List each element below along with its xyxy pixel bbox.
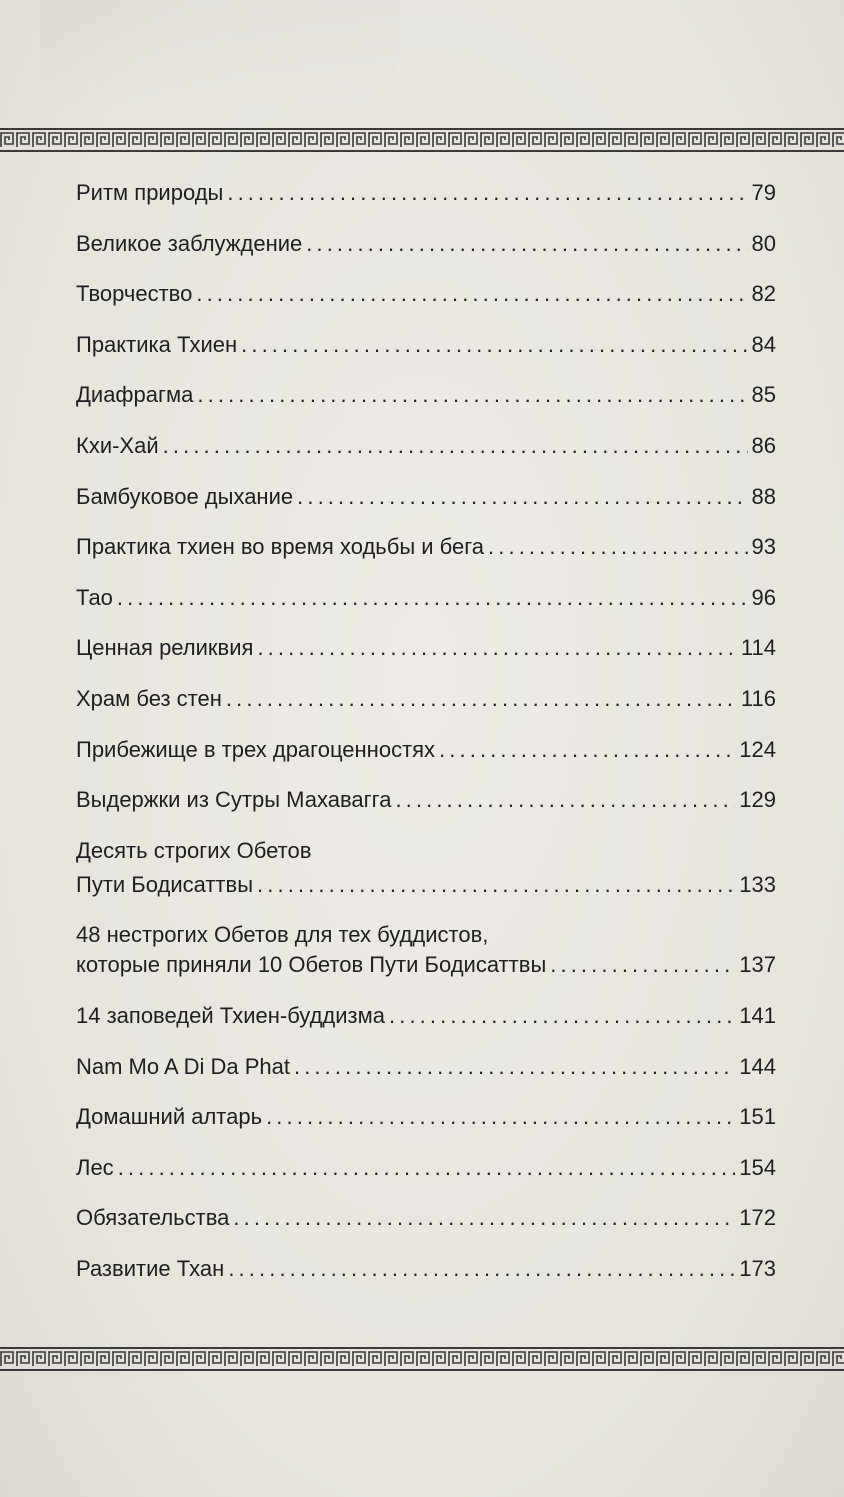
toc-title-line-2: Пути Бодисаттвы bbox=[76, 871, 254, 897]
meander-unit bbox=[497, 133, 509, 147]
dot-leader bbox=[233, 1205, 735, 1231]
toc-title: Диафрагма bbox=[76, 382, 194, 408]
meander-unit bbox=[513, 133, 525, 147]
toc-title: Развитие Тхан bbox=[76, 1255, 225, 1281]
meander-unit bbox=[33, 133, 45, 147]
toc-page-number: 84 bbox=[751, 331, 776, 357]
toc-page-number: 82 bbox=[751, 281, 776, 307]
meander-unit bbox=[145, 133, 157, 147]
toc-title: Творчество bbox=[76, 281, 193, 307]
dot-leader bbox=[439, 737, 735, 763]
meander-unit bbox=[369, 133, 381, 147]
toc-page-number: 124 bbox=[739, 736, 776, 762]
meander-unit bbox=[657, 133, 669, 147]
toc-page-number: 137 bbox=[739, 952, 776, 978]
meander-unit bbox=[529, 133, 541, 147]
toc-entry[interactable] bbox=[76, 635, 776, 661]
meander-unit bbox=[433, 1352, 445, 1366]
meander-unit bbox=[689, 1352, 701, 1366]
dot-leader bbox=[395, 787, 735, 813]
toc-entry[interactable] bbox=[76, 433, 776, 459]
toc-title-line-2: которые приняли 10 Обетов Пути Бодисаттвы bbox=[76, 952, 547, 978]
meander-unit bbox=[49, 1352, 61, 1366]
meander-unit bbox=[817, 1352, 829, 1366]
toc-page-number: 85 bbox=[751, 382, 776, 408]
table-of-contents bbox=[76, 180, 776, 1306]
toc-title: Храм без стен bbox=[76, 685, 222, 711]
meander-unit bbox=[833, 1352, 844, 1366]
meander-unit bbox=[1, 1352, 13, 1366]
meander-unit bbox=[289, 1352, 301, 1366]
meander-unit bbox=[753, 1352, 765, 1366]
toc-entry[interactable] bbox=[76, 686, 776, 712]
meander-unit bbox=[545, 133, 557, 147]
toc-title: Тао bbox=[76, 584, 113, 610]
meander-unit bbox=[545, 1352, 557, 1366]
toc-page-number: 116 bbox=[740, 685, 776, 711]
meander-unit bbox=[561, 1352, 573, 1366]
meander-unit bbox=[513, 1352, 525, 1366]
meander-unit bbox=[97, 1352, 109, 1366]
meander-unit bbox=[481, 133, 493, 147]
meander-unit bbox=[273, 1352, 285, 1366]
meander-unit bbox=[785, 1352, 797, 1366]
meander-unit bbox=[337, 133, 349, 147]
meander-unit bbox=[161, 1352, 173, 1366]
toc-entry[interactable] bbox=[76, 1256, 776, 1282]
meander-unit bbox=[321, 133, 333, 147]
meander-unit bbox=[753, 133, 765, 147]
dot-leader bbox=[389, 1003, 735, 1029]
dot-leader bbox=[118, 1155, 736, 1181]
toc-page-number: 133 bbox=[739, 871, 776, 897]
meander-unit bbox=[449, 133, 461, 147]
toc-title: Кхи-Хай bbox=[76, 432, 159, 458]
toc-title: Бамбуковое дыхание bbox=[76, 483, 294, 509]
meander-unit bbox=[353, 1352, 365, 1366]
meander-unit bbox=[353, 133, 365, 147]
toc-entry[interactable] bbox=[76, 1205, 776, 1231]
meander-unit bbox=[817, 133, 829, 147]
meander-unit bbox=[81, 1352, 93, 1366]
toc-entry[interactable] bbox=[76, 1155, 776, 1181]
meander-unit bbox=[225, 1352, 237, 1366]
meander-unit bbox=[625, 1352, 637, 1366]
meander-unit bbox=[721, 133, 733, 147]
meander-unit bbox=[673, 133, 685, 147]
dot-leader bbox=[294, 1054, 735, 1080]
toc-entry[interactable] bbox=[76, 382, 776, 408]
toc-page-number: 173 bbox=[739, 1255, 776, 1281]
meander-unit bbox=[65, 133, 77, 147]
meander-unit bbox=[641, 1352, 653, 1366]
toc-entry[interactable] bbox=[76, 1104, 776, 1130]
meander-unit bbox=[593, 133, 605, 147]
greek-key-border-bottom bbox=[0, 1346, 844, 1372]
meander-unit bbox=[129, 1352, 141, 1366]
meander-unit bbox=[417, 133, 429, 147]
bleed-through-shadow bbox=[40, 0, 400, 110]
meander-unit bbox=[577, 133, 589, 147]
dot-leader bbox=[257, 872, 735, 898]
toc-page-number: 154 bbox=[739, 1154, 776, 1180]
meander-unit bbox=[481, 1352, 493, 1366]
meander-unit bbox=[833, 133, 844, 147]
toc-page-number: 79 bbox=[751, 180, 776, 205]
dot-leader bbox=[196, 281, 747, 307]
meander-unit bbox=[737, 1352, 749, 1366]
toc-title: Обязательства bbox=[76, 1205, 230, 1231]
dot-leader bbox=[226, 686, 737, 712]
meander-unit bbox=[385, 133, 397, 147]
toc-page-number: 129 bbox=[739, 787, 776, 813]
meander-unit bbox=[721, 1352, 733, 1366]
meander-unit bbox=[801, 133, 813, 147]
dot-leader bbox=[306, 231, 747, 257]
toc-page-number: 141 bbox=[739, 1002, 776, 1028]
meander-unit bbox=[177, 133, 189, 147]
meander-unit bbox=[113, 133, 125, 147]
meander-unit bbox=[17, 133, 29, 147]
meander-unit bbox=[705, 133, 717, 147]
meander-unit bbox=[193, 1352, 205, 1366]
meander-unit bbox=[529, 1352, 541, 1366]
meander-unit bbox=[673, 1352, 685, 1366]
dot-leader bbox=[266, 1104, 735, 1130]
toc-title: Лес bbox=[76, 1154, 114, 1180]
toc-title-line-1: Десять строгих Обетов bbox=[76, 837, 312, 863]
meander-unit bbox=[385, 1352, 397, 1366]
toc-entry[interactable] bbox=[76, 1003, 776, 1029]
toc-title: Практика Тхиен bbox=[76, 331, 238, 357]
meander-unit bbox=[129, 133, 141, 147]
dot-leader bbox=[117, 585, 748, 611]
toc-page-number: 151 bbox=[739, 1104, 776, 1130]
toc-page-number: 93 bbox=[751, 534, 776, 560]
dot-leader bbox=[241, 332, 747, 358]
toc-entry[interactable] bbox=[76, 231, 776, 257]
meander-unit bbox=[161, 133, 173, 147]
meander-unit bbox=[81, 133, 93, 147]
meander-unit bbox=[609, 1352, 621, 1366]
meander-unit bbox=[465, 133, 477, 147]
toc-title: Выдержки из Сутры Махавагга bbox=[76, 787, 392, 813]
meander-unit bbox=[241, 133, 253, 147]
toc-entry[interactable] bbox=[76, 1054, 776, 1080]
toc-title: 14 заповедей Тхиен-буддизма bbox=[76, 1002, 385, 1028]
toc-page-number: 80 bbox=[751, 230, 776, 256]
toc-entry[interactable] bbox=[76, 585, 776, 611]
toc-title: Ценная реликвия bbox=[76, 635, 254, 661]
toc-title-line-1: 48 нестрогих Обетов для тех буддистов, bbox=[76, 922, 489, 948]
dot-leader bbox=[257, 635, 736, 661]
meander-unit bbox=[241, 1352, 253, 1366]
toc-entry[interactable] bbox=[76, 484, 776, 510]
dot-leader bbox=[163, 433, 748, 459]
meander-unit bbox=[225, 133, 237, 147]
toc-title: Практика тхиен во время ходьбы и бега bbox=[76, 534, 485, 560]
meander-unit bbox=[177, 1352, 189, 1366]
toc-title: Великое заблуждение bbox=[76, 230, 303, 256]
toc-entry[interactable] bbox=[76, 534, 776, 560]
meander-unit bbox=[801, 1352, 813, 1366]
toc-page-number: 86 bbox=[751, 432, 776, 458]
meander-unit bbox=[17, 1352, 29, 1366]
meander-unit bbox=[113, 1352, 125, 1366]
dot-leader bbox=[550, 952, 735, 978]
meander-unit bbox=[577, 1352, 589, 1366]
meander-unit bbox=[273, 133, 285, 147]
meander-unit bbox=[305, 1352, 317, 1366]
meander-unit bbox=[769, 133, 781, 147]
meander-unit bbox=[449, 1352, 461, 1366]
meander-unit bbox=[305, 133, 317, 147]
toc-entry[interactable] bbox=[76, 332, 776, 358]
dot-leader bbox=[228, 1256, 735, 1282]
meander-unit bbox=[33, 1352, 45, 1366]
meander-unit bbox=[705, 1352, 717, 1366]
meander-unit bbox=[321, 1352, 333, 1366]
meander-unit bbox=[641, 133, 653, 147]
meander-unit bbox=[625, 133, 637, 147]
meander-unit bbox=[433, 133, 445, 147]
meander-unit bbox=[785, 133, 797, 147]
toc-page-number: 144 bbox=[739, 1053, 776, 1079]
toc-entry[interactable] bbox=[76, 281, 776, 307]
toc-entry[interactable] bbox=[76, 922, 776, 978]
meander-unit bbox=[417, 1352, 429, 1366]
toc-entry[interactable] bbox=[76, 838, 776, 898]
meander-unit bbox=[609, 133, 621, 147]
dot-leader bbox=[227, 180, 747, 206]
meander-unit bbox=[1, 133, 13, 147]
meander-unit bbox=[337, 1352, 349, 1366]
dot-leader bbox=[297, 484, 747, 510]
meander-unit bbox=[145, 1352, 157, 1366]
meander-unit bbox=[209, 1352, 221, 1366]
meander-unit bbox=[65, 1352, 77, 1366]
toc-title: Nam Mo A Di Da Phat bbox=[76, 1053, 290, 1079]
toc-page-number: 114 bbox=[740, 635, 776, 661]
meander-unit bbox=[193, 133, 205, 147]
meander-unit bbox=[369, 1352, 381, 1366]
meander-unit bbox=[401, 133, 413, 147]
meander-unit bbox=[657, 1352, 669, 1366]
meander-unit bbox=[769, 1352, 781, 1366]
toc-page-number: 88 bbox=[751, 483, 776, 509]
toc-title: Домашний алтарь bbox=[76, 1104, 263, 1130]
meander-unit bbox=[209, 133, 221, 147]
toc-page-number: 96 bbox=[751, 584, 776, 610]
meander-unit bbox=[49, 133, 61, 147]
toc-entry[interactable] bbox=[76, 180, 776, 206]
toc-title: Ритм природы bbox=[76, 180, 224, 205]
meander-unit bbox=[257, 1352, 269, 1366]
greek-key-border-top bbox=[0, 127, 844, 153]
toc-title: Прибежище в трех драгоценностях bbox=[76, 736, 436, 762]
meander-unit bbox=[737, 133, 749, 147]
meander-unit bbox=[257, 133, 269, 147]
meander-unit bbox=[561, 133, 573, 147]
meander-unit bbox=[401, 1352, 413, 1366]
dot-leader bbox=[197, 382, 747, 408]
dot-leader bbox=[488, 534, 747, 560]
meander-unit bbox=[465, 1352, 477, 1366]
meander-unit bbox=[289, 133, 301, 147]
meander-unit bbox=[689, 133, 701, 147]
toc-entry[interactable] bbox=[76, 737, 776, 763]
meander-unit bbox=[97, 133, 109, 147]
meander-unit bbox=[497, 1352, 509, 1366]
toc-entry[interactable] bbox=[76, 787, 776, 813]
meander-unit bbox=[593, 1352, 605, 1366]
toc-page-number: 172 bbox=[739, 1205, 776, 1231]
